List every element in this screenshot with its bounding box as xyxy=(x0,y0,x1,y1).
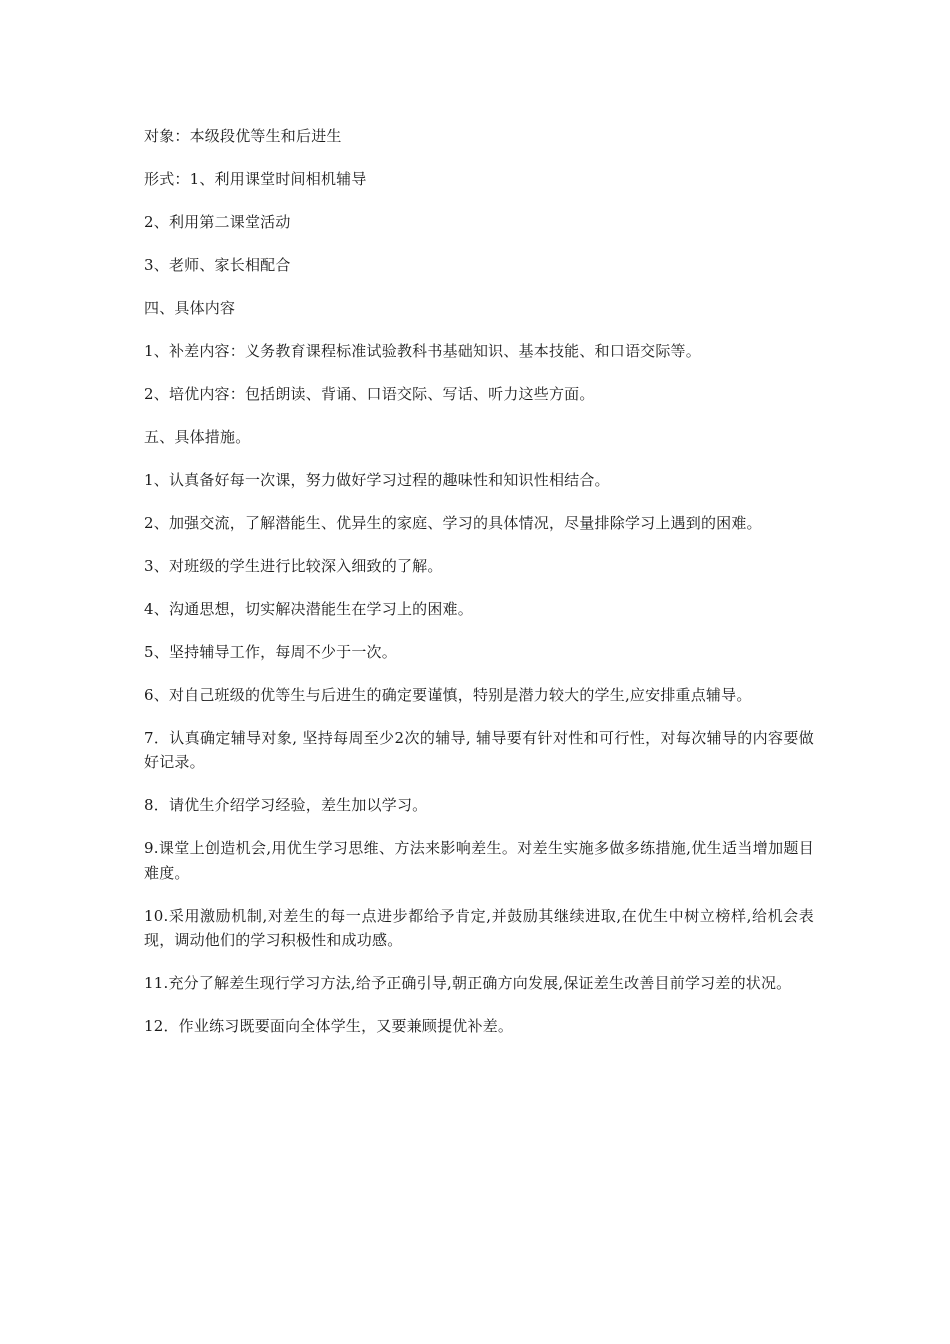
paragraph-measure-2: 2、加强交流，了解潜能生、优异生的家庭、学习的具体情况，尽量排除学习上遇到的困难。 xyxy=(144,514,762,532)
paragraph-measure-6: 6、对自己班级的优等生与后进生的确定要谨慎，特别是潜力较大的学生,应安排重点辅导。 xyxy=(144,686,752,704)
paragraph-form-3: 3、老师、家长相配合 xyxy=(144,256,291,274)
paragraph-content-2: 2、培优内容：包括朗读、背诵、口语交际、写话、听力这些方面。 xyxy=(144,385,595,403)
paragraph-measure-3: 3、对班级的学生进行比较深入细致的了解。 xyxy=(144,557,443,575)
section-heading-content: 四、具体内容 xyxy=(144,299,236,317)
paragraph-measure-11: 11.充分了解差生现行学习方法,给予正确引导,朝正确方向发展,保证差生改善目前学习差的状况。 xyxy=(144,974,792,993)
paragraph-measure-5: 5、坚持辅导工作，每周不少于一次。 xyxy=(144,643,397,661)
paragraph-measure-1: 1、认真备好每一次课，努力做好学习过程的趣味性和知识性相结合。 xyxy=(144,471,610,489)
paragraph-form-2: 2、利用第二课堂活动 xyxy=(144,213,291,231)
paragraph-form-1: 形式：1、利用课堂时间相机辅导 xyxy=(144,170,367,188)
paragraph-measure-10: 10.采用激励机制,对差生的每一点进步都给予肯定,并鼓励其继续进取,在优生中树立榜样,给机会表现，调动他们的学习积极性和成功感。 xyxy=(144,906,814,950)
section-heading-measures: 五、具体措施。 xyxy=(144,428,251,446)
paragraph-measure-12: 12．作业练习既要面向全体学生，又要兼顾提优补差。 xyxy=(144,1017,514,1036)
paragraph-measure-4: 4、沟通思想，切实解决潜能生在学习上的困难。 xyxy=(144,600,473,618)
paragraph-content-1: 1、补差内容：义务教育课程标准试验教科书基础知识、基本技能、和口语交际等。 xyxy=(144,342,701,360)
paragraph-target-audience: 对象：本级段优等生和后进生 xyxy=(144,127,342,145)
paragraph-measure-8: 8．请优生介绍学习经验，差生加以学习。 xyxy=(144,796,428,815)
paragraph-measure-7: 7．认真确定辅导对象, 坚持每周至少2次的辅导, 辅导要有针对性和可行性，对每次辅导的内容要做好记录。 xyxy=(144,729,814,772)
document-body xyxy=(144,124,814,1057)
paragraph-measure-9: 9.课堂上创造机会,用优生学习思维、方法来影响差生。对差生实施多做多练措施,优生适当增加题目难度。 xyxy=(144,839,814,882)
